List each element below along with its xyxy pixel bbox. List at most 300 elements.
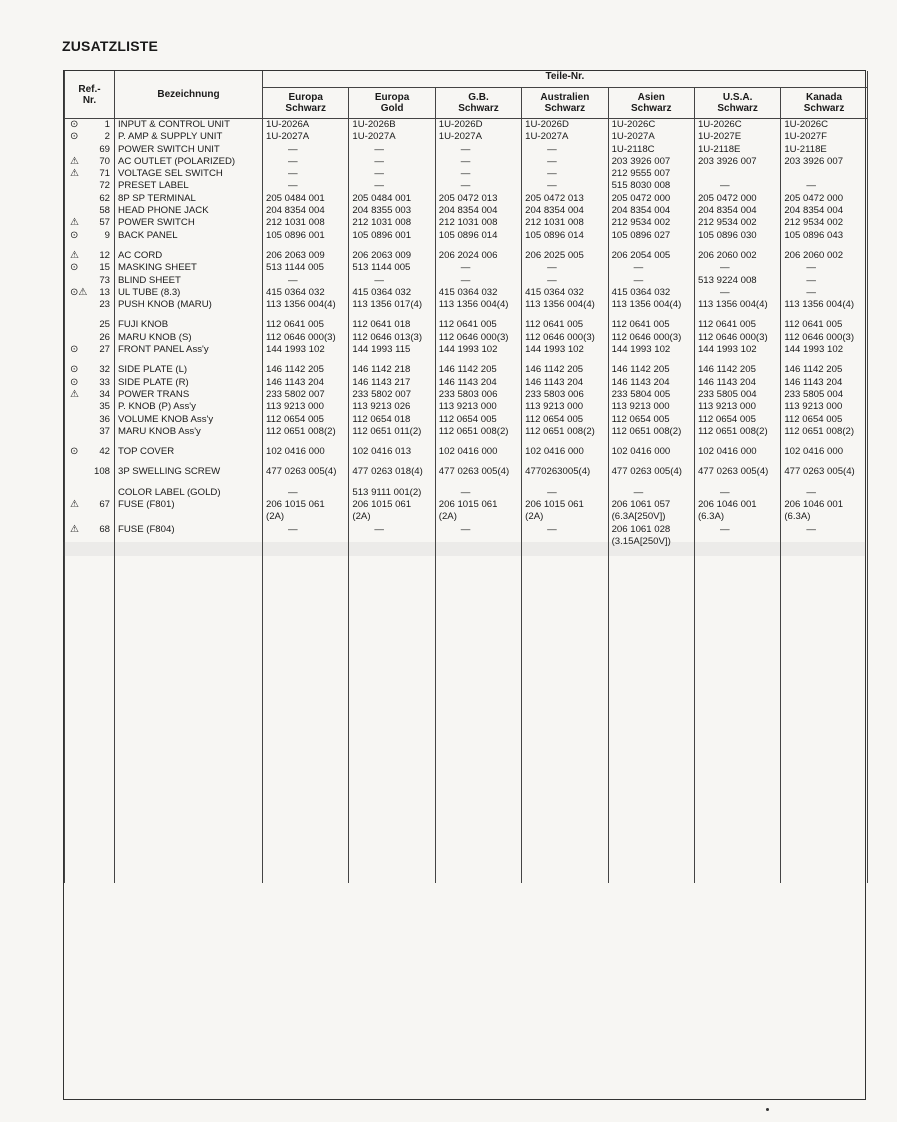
spacer-row	[65, 311, 868, 319]
part-number-cell	[694, 262, 780, 274]
part-number: 144 1993 102	[611, 344, 671, 356]
part-name: FRONT PANEL Ass'y	[115, 344, 263, 356]
part-number: (2A)	[438, 511, 457, 523]
part-number-cell	[608, 332, 694, 344]
part-number-cell	[263, 299, 349, 311]
part-number-cell	[694, 332, 780, 344]
part-number: 477 0263 018(4)	[352, 466, 423, 478]
safety-mark-icon: ⊙	[70, 344, 79, 356]
part-number: 233 5804 005	[611, 388, 671, 400]
part-name: FUJI KNOB	[115, 319, 263, 331]
spacer-cell	[349, 479, 435, 487]
part-number-cell	[781, 119, 867, 132]
part-number: 233 5803 006	[525, 388, 584, 400]
part-number-cell	[435, 364, 521, 376]
part-number-cell	[781, 446, 867, 458]
part-number: —	[719, 486, 730, 498]
ref-cell	[65, 119, 115, 132]
part-number: 415 0364 032	[611, 286, 671, 298]
part-number-cell	[608, 414, 694, 426]
part-number-cell	[435, 344, 521, 356]
ref-number: 70	[99, 155, 110, 167]
part-number: 146 1142 205	[611, 364, 670, 376]
table-header	[65, 71, 868, 119]
part-number-cell	[522, 205, 608, 217]
part-number-cell	[522, 230, 608, 242]
part-number: 1U-2027E	[697, 131, 742, 143]
part-number: —	[806, 180, 816, 192]
part-number-cell	[435, 536, 521, 548]
part-number-cell	[522, 499, 608, 511]
part-number: 102 0416 000	[525, 446, 584, 458]
part-number: 113 9213 000	[784, 401, 843, 413]
ref-cell	[65, 319, 115, 331]
part-name: P. AMP & SUPPLY UNIT	[115, 131, 263, 143]
table-row	[65, 466, 868, 478]
part-number-cell	[435, 377, 521, 389]
part-name: 8P SP TERMINAL	[115, 193, 263, 205]
part-number: 206 2025 005	[525, 249, 584, 261]
part-number: 1U-2027A	[611, 131, 655, 143]
part-number: 102 0416 000	[697, 446, 757, 458]
ref-cell	[65, 230, 115, 242]
part-number: 1U-2118E	[697, 143, 741, 155]
part-number-cell	[608, 193, 694, 205]
part-number: 233 5803 006	[438, 388, 498, 400]
ref-cell	[65, 499, 115, 511]
ref-cell	[65, 389, 115, 401]
spacer-row	[65, 356, 868, 364]
spacer-cell	[781, 311, 867, 319]
part-number-cell	[263, 446, 349, 458]
ref-cell	[65, 344, 115, 356]
part-number-cell	[522, 377, 608, 389]
region-header	[263, 88, 349, 119]
part-number-cell	[349, 180, 435, 192]
ref-number: 72	[99, 180, 110, 192]
part-number: 513 1144 005	[352, 262, 411, 274]
part-number-cell	[694, 389, 780, 401]
part-number-cell	[263, 262, 349, 274]
safety-mark-icon: ⊙	[70, 262, 79, 274]
region-header	[435, 88, 521, 119]
ref-cell	[65, 193, 115, 205]
part-number-cell	[522, 144, 608, 156]
ref-cell	[65, 299, 115, 311]
spacer-cell	[263, 242, 349, 250]
safety-mark-icon: ⚠	[70, 388, 79, 400]
part-number: 146 1143 217	[352, 376, 411, 388]
safety-mark-icon: ⊙⚠	[70, 286, 88, 298]
part-number-cell	[694, 446, 780, 458]
filler-cell	[781, 548, 867, 883]
part-number: (6.3A)	[697, 511, 725, 523]
ref-cell	[65, 446, 115, 458]
spacer-cell	[263, 438, 349, 446]
part-number-cell	[694, 426, 780, 438]
part-number: —	[633, 262, 644, 274]
table-row	[65, 275, 868, 287]
part-number-cell	[263, 487, 349, 499]
spacer-cell	[435, 242, 521, 250]
part-number-cell	[608, 287, 694, 299]
table-row	[65, 287, 868, 299]
part-number: 204 8354 004	[266, 205, 325, 217]
safety-mark-icon: ⊙	[70, 376, 79, 388]
part-number: 105 0896 027	[611, 229, 671, 241]
part-name: BLIND SHEET	[115, 275, 263, 287]
part-number: 415 0364 032	[266, 286, 325, 298]
spacer-cell	[435, 479, 521, 487]
region-color: Gold	[380, 103, 404, 114]
part-number-cell	[435, 262, 521, 274]
table-row	[65, 193, 868, 205]
part-number: 146 1143 204	[611, 376, 670, 388]
part-number-cell	[781, 193, 867, 205]
ref-number: 13	[99, 286, 110, 298]
ref-number: 57	[99, 217, 110, 229]
table-row	[65, 389, 868, 401]
part-number-cell	[263, 168, 349, 180]
part-number: 112 0651 008(2)	[697, 425, 768, 437]
table-row	[65, 332, 868, 344]
region-name: Europa	[288, 92, 323, 103]
part-number-cell	[522, 426, 608, 438]
part-number: —	[288, 180, 298, 192]
ref-number: 33	[99, 376, 110, 388]
part-number-cell	[349, 487, 435, 499]
part-number: 206 1015 061	[352, 499, 412, 511]
part-number: 112 0646 000(3)	[525, 331, 595, 343]
part-number: 1U-2026C	[697, 119, 742, 130]
part-number: —	[288, 168, 298, 180]
part-number: —	[374, 168, 384, 180]
ref-number: 32	[99, 364, 110, 376]
part-number-cell	[349, 119, 435, 132]
safety-mark-icon: ⊙	[70, 364, 79, 376]
part-number: 113 1356 004(4)	[266, 299, 336, 311]
part-number: 4770263005(4)	[525, 466, 591, 478]
part-number: 206 1061 057	[611, 499, 671, 511]
part-number-cell	[263, 230, 349, 242]
spacer-cell	[522, 356, 608, 364]
table-row	[65, 168, 868, 180]
part-number-cell	[608, 446, 694, 458]
ref-number: 71	[99, 168, 110, 180]
part-number: 206 2060 002	[784, 249, 844, 261]
ref-number: 35	[99, 401, 110, 413]
spacer-cell	[65, 356, 115, 364]
part-number: 144 1993 102	[525, 344, 584, 356]
part-number: —	[806, 274, 816, 286]
spacer-cell	[65, 479, 115, 487]
part-number: —	[719, 262, 730, 274]
part-number: 105 0896 001	[266, 229, 325, 241]
part-number: 112 0654 005	[438, 413, 497, 425]
teile-nr-header: Teile-Nr.	[263, 71, 868, 88]
part-name: MARU KNOB (S)	[115, 332, 263, 344]
part-number: 212 9555 007	[611, 168, 671, 180]
part-number-cell	[263, 332, 349, 344]
part-number-cell	[781, 364, 867, 376]
part-number-cell	[781, 487, 867, 499]
part-number-cell	[608, 205, 694, 217]
part-number-cell	[263, 180, 349, 192]
part-number-cell	[608, 487, 694, 499]
part-number: 105 0896 030	[697, 229, 757, 241]
part-number-cell	[694, 193, 780, 205]
part-number: —	[633, 486, 644, 498]
part-number: 112 0641 005	[611, 319, 670, 331]
ref-number: 69	[99, 143, 110, 155]
filler-row	[65, 548, 868, 883]
part-number-cell	[608, 156, 694, 168]
part-number: 205 0472 000	[784, 192, 844, 204]
part-number-cell	[781, 131, 867, 143]
table-row	[65, 377, 868, 389]
part-number-cell	[608, 168, 694, 180]
part-number-cell	[522, 299, 608, 311]
spacer-cell	[435, 438, 521, 446]
filler-cell	[65, 548, 115, 883]
part-number-cell	[781, 511, 867, 523]
part-number: (2A)	[525, 511, 544, 523]
part-number-cell	[694, 275, 780, 287]
part-number: 146 1143 204	[697, 376, 756, 388]
ref-number: 9	[104, 229, 110, 241]
part-number-cell	[522, 319, 608, 331]
part-number-cell	[781, 332, 867, 344]
part-number-cell	[781, 156, 867, 168]
table-body	[65, 119, 868, 884]
part-number: —	[288, 155, 298, 167]
part-name	[115, 536, 263, 548]
part-number: 212 9534 002	[784, 217, 844, 229]
part-number: 105 0896 014	[525, 229, 584, 241]
part-number: 1U-2118E	[784, 143, 827, 155]
part-number-cell	[435, 511, 521, 523]
part-number-cell	[349, 131, 435, 143]
part-number-cell	[522, 287, 608, 299]
part-name: HEAD PHONE JACK	[115, 205, 263, 217]
part-number-cell	[781, 287, 867, 299]
part-number: —	[547, 168, 557, 180]
part-number: 112 0641 005	[697, 319, 756, 331]
part-number: 113 1356 004(4)	[438, 299, 509, 311]
part-number-cell	[522, 487, 608, 499]
ref-number: 34	[99, 388, 110, 400]
part-number-cell	[522, 193, 608, 205]
part-number: 212 1031 008	[352, 217, 412, 229]
part-number-cell	[694, 499, 780, 511]
part-number-cell	[781, 168, 867, 180]
part-number: 206 2063 009	[266, 249, 325, 261]
part-number-cell	[781, 401, 867, 413]
part-number-cell	[435, 287, 521, 299]
part-number: —	[547, 143, 557, 155]
part-number: —	[633, 274, 644, 286]
spacer-cell	[435, 311, 521, 319]
part-number-cell	[522, 275, 608, 287]
part-number: 233 5805 004	[697, 388, 757, 400]
part-number-cell	[435, 426, 521, 438]
safety-mark-icon: ⚠	[70, 499, 79, 511]
part-number-cell	[694, 524, 780, 536]
part-number: 206 2054 005	[611, 249, 671, 261]
part-number: 112 0654 005	[266, 413, 324, 425]
spacer-cell	[608, 311, 694, 319]
table-row	[65, 524, 868, 536]
part-name: FUSE (F804)	[115, 524, 263, 536]
safety-mark-icon: ⚠	[70, 249, 79, 261]
part-number-cell	[781, 299, 867, 311]
part-number: 415 0364 032	[438, 286, 498, 298]
table-row	[65, 426, 868, 438]
part-number: 206 2024 006	[438, 249, 498, 261]
part-name: UL TUBE (8.3)	[115, 287, 263, 299]
spacer-cell	[115, 242, 263, 250]
part-number-cell	[435, 401, 521, 413]
safety-mark-icon: ⊙	[70, 119, 79, 130]
part-number: —	[460, 486, 471, 498]
part-number: 113 9213 000	[611, 401, 670, 413]
part-name: BACK PANEL	[115, 230, 263, 242]
part-number-cell	[781, 389, 867, 401]
table-row	[65, 364, 868, 376]
spacer-cell	[349, 242, 435, 250]
region-name: Kanada	[805, 92, 843, 103]
part-number-cell	[435, 487, 521, 499]
part-number: 1U-2118C	[611, 143, 655, 155]
part-number-cell	[781, 466, 867, 478]
ref-header	[65, 71, 115, 119]
ref-number: 36	[99, 413, 110, 425]
ref-number: 25	[99, 319, 110, 331]
ref-cell	[65, 401, 115, 413]
part-number-cell	[349, 217, 435, 229]
part-number: 112 0654 018	[352, 413, 411, 425]
part-number: 233 5802 007	[352, 388, 412, 400]
table-row	[65, 119, 868, 132]
ref-cell	[65, 205, 115, 217]
part-number-cell	[694, 511, 780, 523]
filler-cell	[608, 548, 694, 883]
part-number: —	[719, 286, 730, 298]
part-number: 113 9213 000	[697, 401, 756, 413]
part-number: 515 8030 008	[611, 180, 671, 192]
ref-cell	[65, 511, 115, 523]
part-number: 204 8354 004	[438, 205, 498, 217]
part-number-cell	[522, 332, 608, 344]
part-number-cell	[608, 511, 694, 523]
part-number: 1U-2027A	[352, 131, 396, 143]
part-number-cell	[522, 446, 608, 458]
part-number-cell	[694, 377, 780, 389]
part-number-cell	[694, 487, 780, 499]
part-number-cell	[781, 217, 867, 229]
ref-cell	[65, 180, 115, 192]
spacer-cell	[115, 458, 263, 466]
parts-table-frame	[63, 70, 866, 1100]
part-number: 204 8354 004	[784, 205, 844, 217]
part-number-cell	[349, 414, 435, 426]
part-number-cell	[694, 156, 780, 168]
part-number: 1U-2027A	[525, 131, 569, 143]
part-name: PUSH KNOB (MARU)	[115, 299, 263, 311]
part-number: 112 0641 005	[784, 319, 843, 331]
part-number-cell	[263, 389, 349, 401]
spacer-cell	[694, 458, 780, 466]
part-number-cell	[781, 180, 867, 192]
part-name: SIDE PLATE (L)	[115, 364, 263, 376]
part-number-cell	[349, 377, 435, 389]
part-number: 112 0641 005	[266, 319, 324, 331]
part-number: 112 0651 008(2)	[266, 425, 336, 437]
bezeichnung-header: Bezeichnung	[115, 71, 263, 119]
spacer-cell	[435, 458, 521, 466]
part-number-cell	[608, 389, 694, 401]
region-color: Schwarz	[544, 103, 586, 114]
table-row	[65, 299, 868, 311]
part-name: 3P SWELLING SCREW	[115, 466, 263, 478]
part-number-cell	[435, 168, 521, 180]
part-number: 205 0484 001	[266, 192, 325, 204]
part-number-cell	[263, 144, 349, 156]
spacer-cell	[263, 458, 349, 466]
part-number-cell	[781, 262, 867, 274]
part-number-cell	[522, 536, 608, 548]
part-number-cell	[263, 524, 349, 536]
part-number: 206 1015 061	[266, 499, 325, 511]
spacer-cell	[608, 458, 694, 466]
part-number: —	[460, 168, 471, 180]
spacer-row	[65, 438, 868, 446]
part-number: —	[719, 180, 730, 192]
table-row	[65, 131, 868, 143]
part-number: —	[374, 523, 384, 535]
ref-number: 26	[99, 331, 110, 343]
part-number-cell	[781, 230, 867, 242]
part-number: 102 0416 000	[784, 446, 844, 458]
part-number-cell	[349, 144, 435, 156]
region-header	[608, 88, 694, 119]
part-number-cell	[694, 230, 780, 242]
ref-cell	[65, 250, 115, 262]
part-number-cell	[608, 377, 694, 389]
part-number-cell	[349, 156, 435, 168]
spacer-cell	[781, 438, 867, 446]
part-name: POWER SWITCH UNIT	[115, 144, 263, 156]
spacer-cell	[65, 458, 115, 466]
table-row	[65, 536, 868, 548]
part-number-cell	[349, 511, 435, 523]
part-number: 102 0416 000	[438, 446, 498, 458]
ref-cell	[65, 377, 115, 389]
part-number-cell	[435, 230, 521, 242]
part-number: 212 9534 002	[697, 217, 757, 229]
part-number: 206 1046 001	[784, 499, 844, 511]
part-number: 144 1993 102	[784, 344, 844, 356]
part-number: —	[460, 155, 471, 167]
part-number-cell	[263, 466, 349, 478]
part-number-cell	[263, 193, 349, 205]
part-number-cell	[694, 144, 780, 156]
part-number: 105 0896 001	[352, 229, 412, 241]
part-number: 415 0364 032	[352, 286, 412, 298]
table-row	[65, 250, 868, 262]
part-number: 146 1143 204	[784, 376, 843, 388]
spacer-cell	[522, 458, 608, 466]
